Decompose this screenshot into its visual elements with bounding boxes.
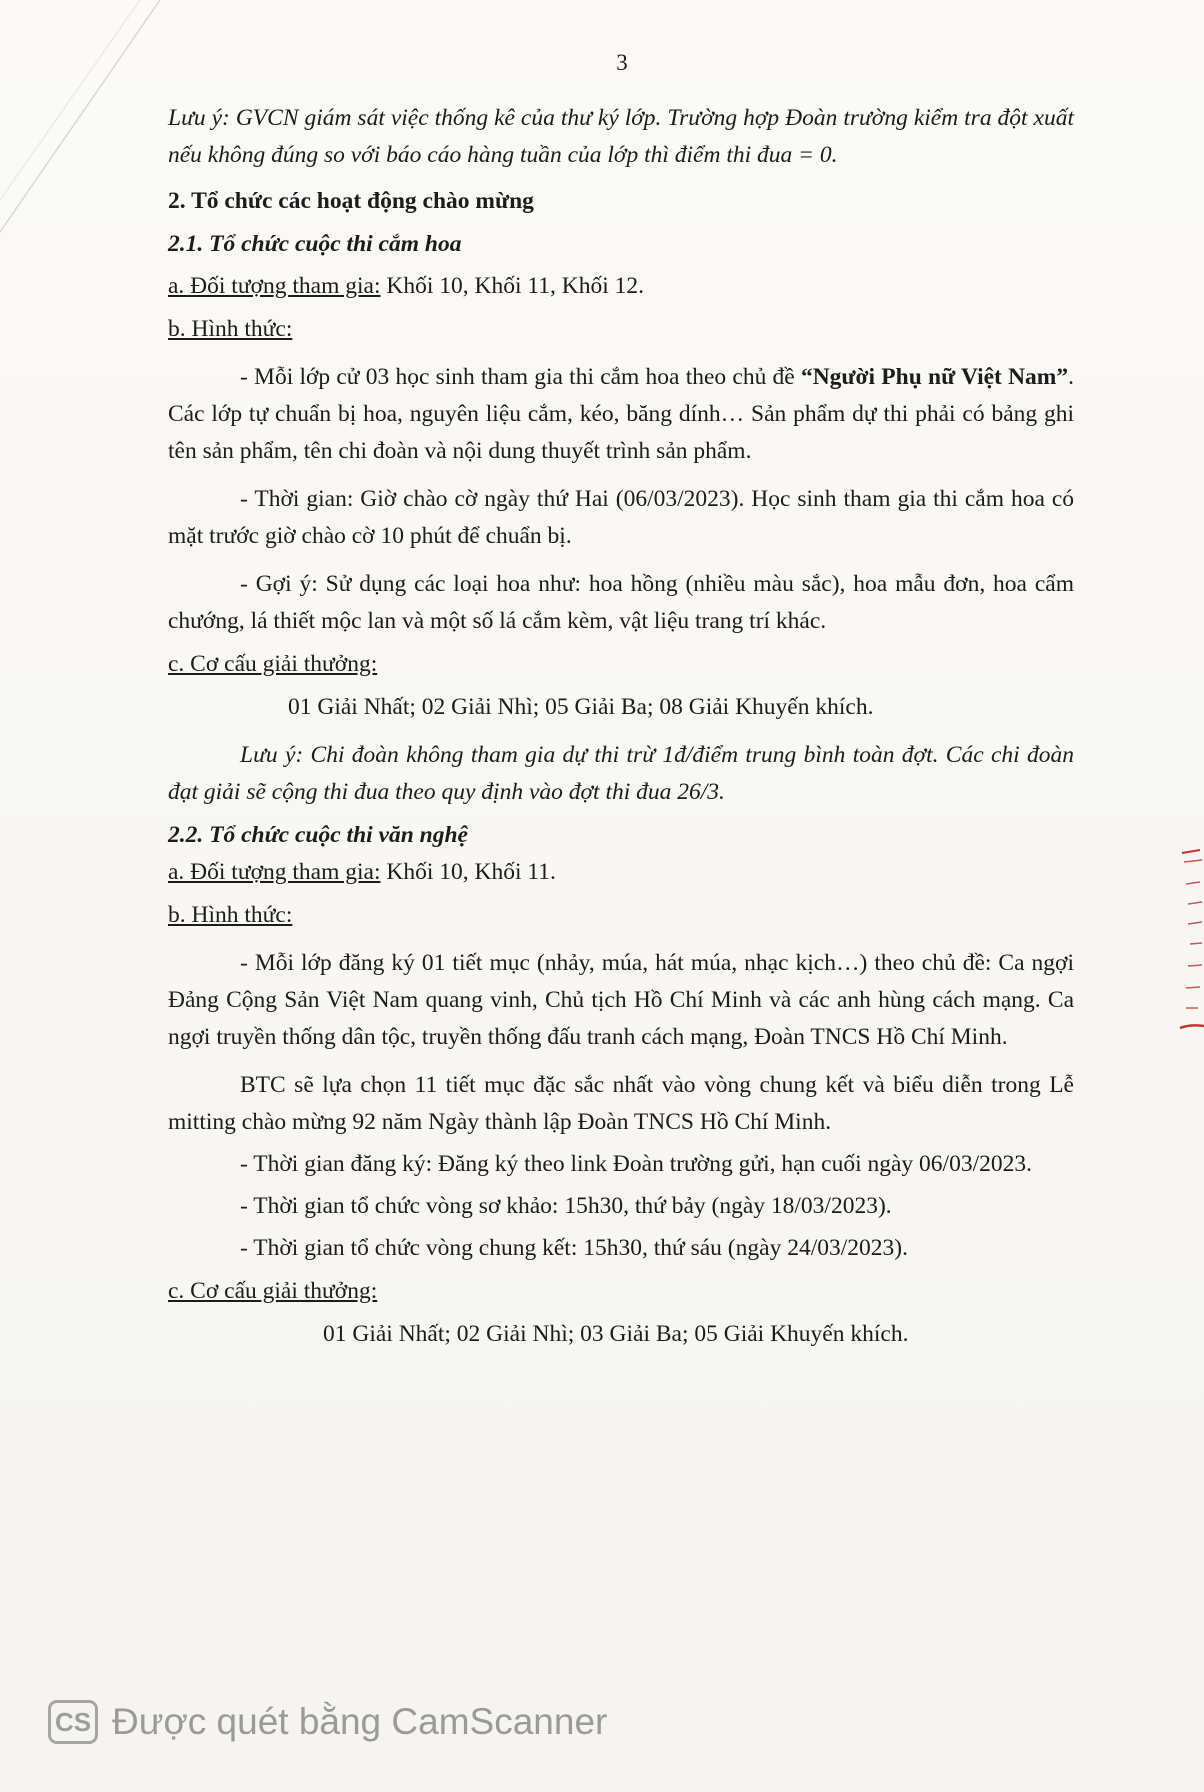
flower-awards-value: 01 Giải Nhất; 02 Giải Nhì; 05 Giải Ba; 08 Giải Khuyến khích.	[288, 694, 874, 720]
participants-value: Khối 10, Khối 11.	[380, 859, 556, 885]
art-awards-label: c. Cơ cấu giải thưởng:	[168, 1278, 378, 1304]
art-awards-value: 01 Giải Nhất; 02 Giải Nhì; 03 Giải Ba; 05 Giải Khuyến khích.	[323, 1321, 909, 1347]
participants-value: Khối 10, Khối 11, Khối 12.	[380, 273, 644, 299]
camscanner-text: Được quét bằng CamScanner	[112, 1701, 608, 1742]
participants-label: a. Đối tượng tham gia:	[168, 273, 381, 299]
scan-edge-shadow	[0, 0, 170, 240]
document-body	[168, 100, 1074, 1353]
page-number: 3	[616, 50, 628, 75]
art-participants	[168, 854, 1074, 891]
art-final-paragraph: - Thời gian tổ chức vòng chung kết: 15h30, thứ sáu (ngày 24/03/2023).	[240, 1235, 908, 1261]
art-selection-paragraph: BTC sẽ lựa chọn 11 tiết mục đặc sắc nhất vào vòng chung kết và biểu diễn trong Lễ mitting chào mừng 92 năm Ngày thành lập Đoàn TNCS Hồ Chí Minh.	[168, 1072, 1074, 1135]
flower-format-paragraph	[168, 359, 1074, 470]
art-registration-paragraph: - Thời gian đăng ký: Đăng ký theo link Đoàn trường gửi, hạn cuối ngày 06/03/2023.	[240, 1151, 1032, 1177]
camscanner-watermark	[48, 1700, 607, 1744]
art-preliminary-paragraph: - Thời gian tổ chức vòng sơ khảo: 15h30, thứ bảy (ngày 18/03/2023).	[240, 1193, 892, 1219]
subsection-heading-flower: 2.1. Tổ chức cuộc thi cắm hoa	[168, 231, 462, 257]
art-format-paragraph: - Mỗi lớp đăng ký 01 tiết mục (nhảy, múa, hát múa, nhạc kịch…) theo chủ đề: Ca ngợi Đảng Cộng Sản Việt Nam quang vinh, Chủ tịch Hồ Chí Minh và các anh hùng cách mạng. Ca ngợi truyền thống dân tộc, truyền thống đấu tranh cách mạng, Đoàn TNCS Hồ Chí Minh.	[168, 950, 1074, 1050]
flower-participants	[168, 268, 1074, 305]
flower-awards-label: c. Cơ cấu giải thưởng:	[168, 651, 378, 677]
subsection-heading-art: 2.2. Tổ chức cuộc thi văn nghệ	[168, 822, 468, 848]
flower-note: Lưu ý: Chi đoàn không tham gia dự thi trừ 1đ/điểm trung bình toàn đợt. Các chi đoàn đạt giải sẽ cộng thi đua theo quy định vào đợt thi đua 26/3.	[168, 742, 1074, 805]
format-text-continued: . Các lớp tự chuẩn bị hoa, nguyên liệu cắm, kéo, băng dính… Sản phẩm dự thi phải có bảng ghi tên sản phẩm, tên chi đoàn và nội dung thuyết trình sản phẩm.	[168, 364, 1074, 464]
art-format-label: b. Hình thức:	[168, 902, 293, 928]
note-statistics: Lưu ý: GVCN giám sát việc thống kê của thư ký lớp. Trường hợp Đoàn trường kiểm tra đột xuất nếu không đúng so với báo cáo hàng tuần của lớp thì điểm thi đua = 0.	[168, 105, 1074, 168]
camscanner-logo-icon: CS	[48, 1700, 98, 1744]
theme-title: “Người Phụ nữ Việt Nam”	[800, 364, 1069, 390]
format-text: - Mỗi lớp cử 03 học sinh tham gia thi cắm hoa theo chủ đề	[240, 364, 801, 390]
flower-time-paragraph: - Thời gian: Giờ chào cờ ngày thứ Hai (06/03/2023). Học sinh tham gia thi cắm hoa có mặt trước giờ chào cờ 10 phút để chuẩn bị.	[168, 486, 1074, 549]
red-stamp-fragment	[1168, 848, 1204, 1033]
flower-format-label: b. Hình thức:	[168, 316, 293, 342]
section-heading: 2. Tổ chức các hoạt động chào mừng	[168, 188, 534, 214]
flower-hint-paragraph: - Gợi ý: Sử dụng các loại hoa như: hoa hồng (nhiều màu sắc), hoa mẫu đơn, hoa cẩm chướng, lá thiết mộc lan và một số lá cắm kèm, vật liệu trang trí khác.	[168, 571, 1074, 634]
participants-label: a. Đối tượng tham gia:	[168, 859, 381, 885]
